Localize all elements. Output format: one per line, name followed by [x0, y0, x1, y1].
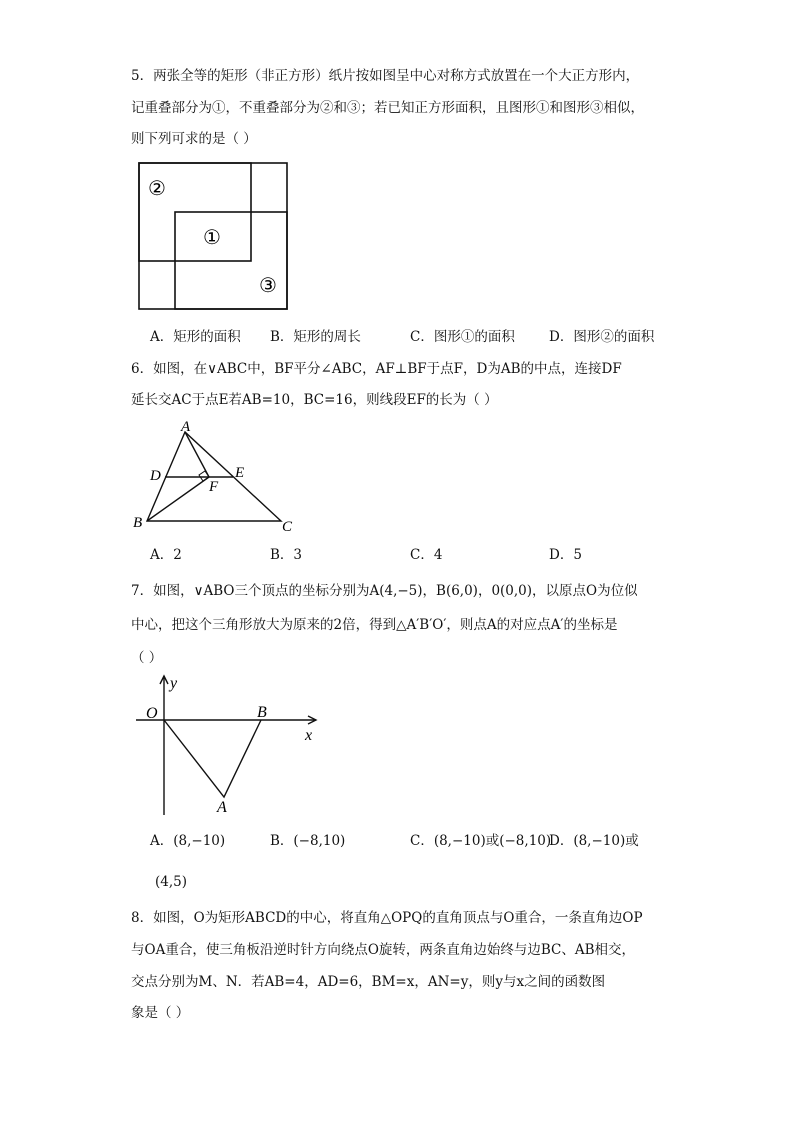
q7-label-o: O	[146, 705, 158, 722]
q6-option-d[interactable]: D．5	[549, 547, 582, 563]
q5-option-b[interactable]: B．矩形的周长	[270, 329, 361, 345]
q7-label-b: B	[257, 704, 267, 721]
q6-label-c: C	[282, 519, 293, 535]
q8-text-line-4: 象是（ ）	[131, 1005, 190, 1021]
q6-text-line-1: 6．如图，在∨ABC中，BF平分∠ABC，AF⊥BF于点F，D为AB的中点，连接DF	[131, 361, 622, 377]
q7-label-a: A	[217, 799, 227, 816]
q6-label-f: F	[209, 479, 219, 495]
q6-option-b[interactable]: B．3	[270, 547, 303, 563]
q6-option-c[interactable]: C．4	[410, 547, 443, 563]
q5-text-line-1: 5．两张全等的矩形（非正方形）纸片按如图呈中心对称方式放置在一个大正方形内，	[131, 68, 640, 84]
q7-option-d[interactable]: D．(8,−10)或	[549, 833, 639, 849]
q6-text-line-2: 延长交AC于点E若AB=10，BC=16，则线段EF的长为（ ）	[131, 392, 498, 408]
q7-text-line-3: （ ）	[131, 650, 163, 666]
q5-text-line-2: 记重叠部分为①，不重叠部分为②和③；若已知正方形面积，且图形①和图形③相似，	[131, 100, 644, 116]
q8-text-line-2: 与OA重合，使三角板沿逆时针方向绕点O旋转，两条直角边始终与边BC、AB相交，	[131, 942, 636, 958]
q8-text-line-1: 8．如图，O为矩形ABCD的中心，将直角△OPQ的直角顶点与O重合，一条直角边OP	[131, 910, 643, 926]
q5-option-c[interactable]: C．图形①的面积	[410, 329, 515, 345]
q5-label-1: ①	[203, 227, 221, 249]
q5-label-2: ②	[148, 178, 166, 200]
q7-text-line-1: 7．如图，∨ABO三个顶点的坐标分别为A(4,−5)，B(6,0)，0(0,0)，以原点O为位似	[131, 583, 638, 599]
q6-label-d: D	[150, 468, 161, 484]
q7-label-x: x	[305, 727, 313, 744]
q7-label-y: y	[170, 675, 178, 692]
q7-option-d-continued: (4,5)	[155, 874, 188, 890]
q6-label-b: B	[133, 515, 143, 531]
q5-option-d[interactable]: D．图形②的面积	[549, 329, 655, 345]
q7-option-a[interactable]: A．(8,−10)	[150, 833, 226, 849]
q5-text-line-3: 则下列可求的是（ ）	[131, 131, 257, 147]
q7-triangle-abo	[164, 720, 261, 797]
q5-label-3: ③	[259, 275, 277, 297]
q8-text-line-3: 交点分别为M、N．若AB=4，AD=6，BM=x，AN=y，则y与x之间的函数图	[131, 974, 606, 990]
q7-option-c[interactable]: C．(8,−10)或(−8,10)	[410, 833, 552, 849]
q7-text-line-2: 中心，把这个三角形放大为原来的2倍，得到△A′B′O′，则点A的对应点A′的坐标是	[131, 617, 618, 633]
q7-option-b[interactable]: B．(−8,10)	[270, 833, 346, 849]
q5-option-a[interactable]: A．矩形的面积	[150, 329, 241, 345]
q6-option-a[interactable]: A．2	[150, 547, 182, 563]
q6-label-e: E	[235, 465, 245, 481]
q6-label-a: A	[181, 419, 191, 435]
